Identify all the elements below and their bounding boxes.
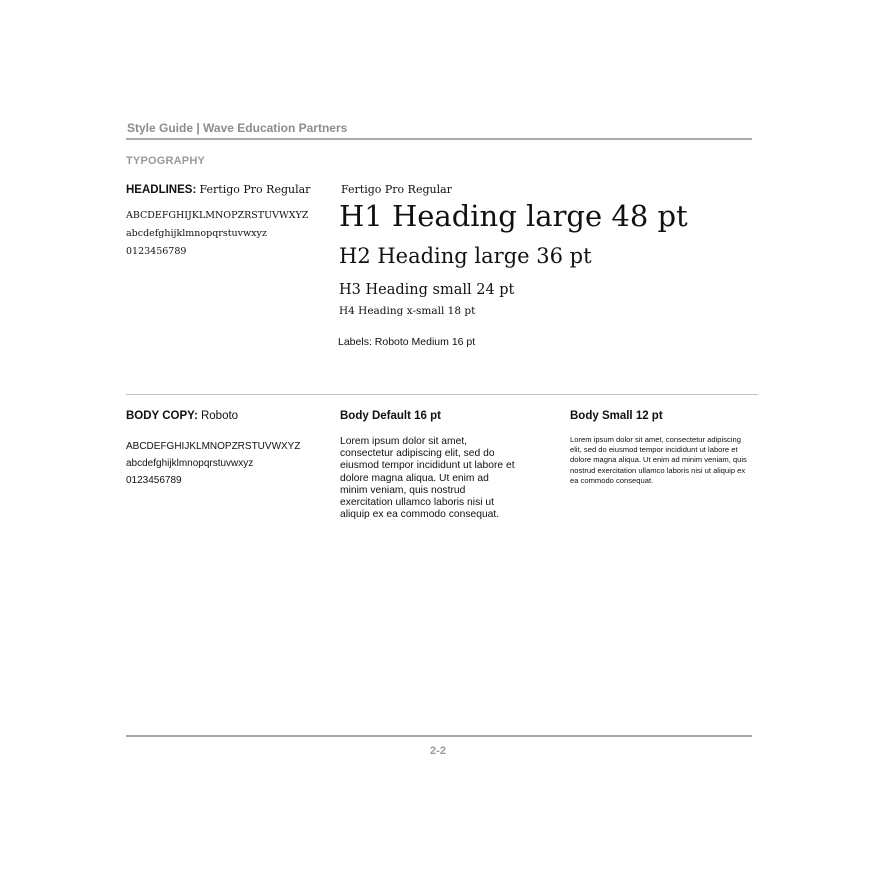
h1-sample: H1 Heading large 48 pt [339,199,688,233]
headlines-label-prefix: HEADLINES: [126,184,197,196]
section-divider [126,394,758,395]
sample-font-title: Fertigo Pro Regular [341,183,452,196]
h3-sample: H3 Heading small 24 pt [339,282,515,298]
body-copy-font-name: Roboto [200,410,239,422]
headline-uppercase: ABCDEFGHIJKLMNOPZRSTUVWXYZ [126,210,309,221]
body-digits: 0123456789 [126,475,182,486]
header-divider [126,138,752,140]
h4-sample: H4 Heading x-small 18 pt [339,305,476,317]
footer-divider [126,735,752,737]
body-lowercase: abcdefghijklmnopqrstuvwxyz [126,458,254,469]
headline-digits: 0123456789 [126,246,187,257]
document-header-title: Style Guide | Wave Education Partners [127,121,348,135]
body-default-sample-text: Lorem ipsum dolor sit amet, consectetur adipiscing elit, sed do eiusmod tempor incididunt ut labore et dolore magna aliqua. Ut enim ad minim veniam, quis nostrud exercitation ullamco laboris nisi ut aliquip ex ea commodo consequat. [340,436,515,521]
body-uppercase: ABCDEFGHIJKLMNOPZRSTUVWXYZ [126,441,301,452]
section-title: TYPOGRAPHY [126,155,206,167]
body-small-sample-text: Lorem ipsum dolor sit amet, consectetur adipiscing elit, sed do eiusmod tempor incididunt ut labore et dolore magna aliqua. Ut enim ad minim veniam, quis nostrud exercitation ullamco laboris nisi ut aliquip ex ea commodo consequat. [570,435,747,485]
body-copy-label [126,410,238,422]
labels-sample: Labels: Roboto Medium 16 pt [338,336,476,348]
headlines-font-name: Fertigo Pro Regular [199,183,311,196]
body-default-title: Body Default 16 pt [340,410,441,422]
headlines-label [126,183,310,196]
body-small-title: Body Small 12 pt [570,410,663,422]
headline-lowercase: abcdefghijklmnopqrstuvwxyz [126,228,267,239]
page-number: 2-2 [430,745,446,757]
body-copy-label-prefix: BODY COPY: [126,410,198,422]
body-character-set [126,438,300,489]
h2-sample: H2 Heading large 36 pt [339,244,592,268]
headline-character-set [126,207,308,261]
